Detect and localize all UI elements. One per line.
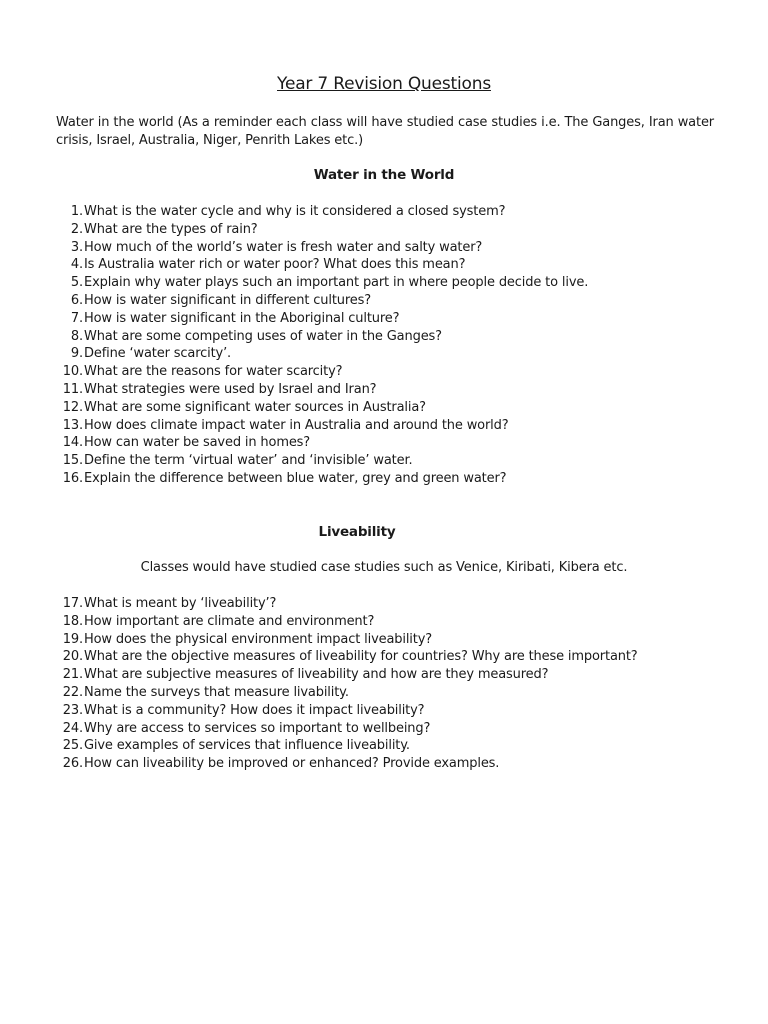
list-item [56, 470, 736, 488]
page-title: Year 7 Revision Questions [277, 74, 491, 94]
list-item [56, 239, 736, 257]
question-number: 11. [62, 381, 83, 397]
question-text: What are some significant water sources in Australia? [84, 399, 426, 415]
question-number: 10. [62, 364, 83, 380]
question-text: What is the water cycle and why is it considered a closed system? [84, 204, 506, 219]
liveability-intro: Classes would have studied case studies such as Venice, Kiribati, Kibera etc. [140, 560, 628, 575]
list-item [56, 755, 736, 773]
question-number: 2. [70, 221, 83, 237]
question-list-liveability [56, 595, 736, 773]
question-text: Give examples of services that influence liveability. [84, 738, 410, 754]
list-item [56, 702, 736, 720]
question-number: 22. [62, 684, 83, 700]
question-text: What is a community? How does it impact liveability? [84, 702, 425, 718]
question-number: 18. [62, 613, 83, 629]
question-number: 1. [70, 204, 83, 219]
question-number: 24. [62, 720, 83, 736]
list-item [56, 737, 736, 755]
question-text: How is water significant in the Aboriginal culture? [84, 310, 400, 326]
question-number: 26. [62, 756, 83, 772]
question-number: 12. [62, 399, 83, 415]
question-text: How can liveability be improved or enhanced? Provide examples. [84, 756, 500, 772]
question-text: How important are climate and environment? [84, 613, 375, 629]
question-text: What are the reasons for water scarcity? [84, 364, 343, 380]
list-item [56, 363, 736, 381]
question-text: Is Australia water rich or water poor? What does this mean? [84, 257, 466, 273]
question-number: 15. [62, 453, 83, 469]
question-number: 5. [70, 275, 83, 291]
list-item [56, 666, 736, 684]
list-item [56, 720, 736, 738]
question-text: Explain why water plays such an important part in where people decide to live. [84, 275, 589, 291]
question-number: 4. [70, 257, 83, 273]
list-item [56, 595, 736, 613]
list-item [56, 399, 736, 417]
question-number: 20. [62, 649, 83, 665]
question-number: 13. [62, 417, 83, 433]
list-item [56, 310, 736, 328]
question-number: 9. [70, 346, 83, 362]
question-list-water [56, 203, 736, 488]
question-text: Name the surveys that measure livability. [84, 684, 349, 700]
list-item [56, 256, 736, 274]
section-heading-liveability: Liveability [318, 524, 396, 540]
list-item [56, 452, 736, 470]
question-text: What are the objective measures of liveability for countries? Why are these important? [84, 649, 638, 665]
question-text: Why are access to services so important to wellbeing? [84, 720, 431, 736]
list-item [56, 434, 736, 452]
list-item [56, 631, 736, 649]
section-heading-water: Water in the World [313, 167, 455, 183]
question-text: Explain the difference between blue water, grey and green water? [84, 470, 507, 486]
list-item [56, 684, 736, 702]
list-item [56, 613, 736, 631]
question-text: Define ‘water scarcity’. [84, 346, 232, 362]
question-text: How does climate impact water in Australia and around the world? [84, 417, 509, 433]
question-number: 21. [62, 667, 83, 683]
question-text: What are subjective measures of liveability and how are they measured? [84, 667, 549, 683]
question-number: 16. [62, 470, 83, 486]
question-text: Define the term ‘virtual water’ and ‘invisible’ water. [84, 453, 413, 469]
question-number: 14. [62, 435, 83, 451]
list-item [56, 203, 736, 221]
question-text: What are some competing uses of water in the Ganges? [84, 328, 442, 344]
list-item [56, 274, 736, 292]
question-text: What is meant by ‘liveability’? [84, 596, 277, 611]
question-number: 3. [70, 239, 83, 255]
list-item [56, 648, 736, 666]
intro-paragraph: Water in the world (As a reminder each class will have studied case studies i.e. The Ganges, Iran water crisis, Israel, Australia, Niger, Penrith Lakes etc.) [56, 115, 714, 148]
list-item [56, 292, 736, 310]
question-number: 8. [70, 328, 83, 344]
question-number: 7. [70, 310, 83, 326]
question-text: What strategies were used by Israel and Iran? [84, 381, 377, 397]
question-number: 6. [70, 292, 83, 308]
question-number: 19. [62, 631, 83, 647]
question-number: 25. [62, 738, 83, 754]
list-item [56, 221, 736, 239]
list-item [56, 328, 736, 346]
list-item [56, 345, 736, 363]
list-item [56, 417, 736, 435]
question-number: 17. [62, 596, 83, 611]
list-item [56, 381, 736, 399]
question-text: How is water significant in different cultures? [84, 292, 371, 308]
question-number: 23. [62, 702, 83, 718]
question-text: What are the types of rain? [84, 221, 258, 237]
question-text: How does the physical environment impact liveability? [84, 631, 433, 647]
question-text: How can water be saved in homes? [84, 435, 311, 451]
question-text: How much of the world’s water is fresh water and salty water? [84, 239, 483, 255]
